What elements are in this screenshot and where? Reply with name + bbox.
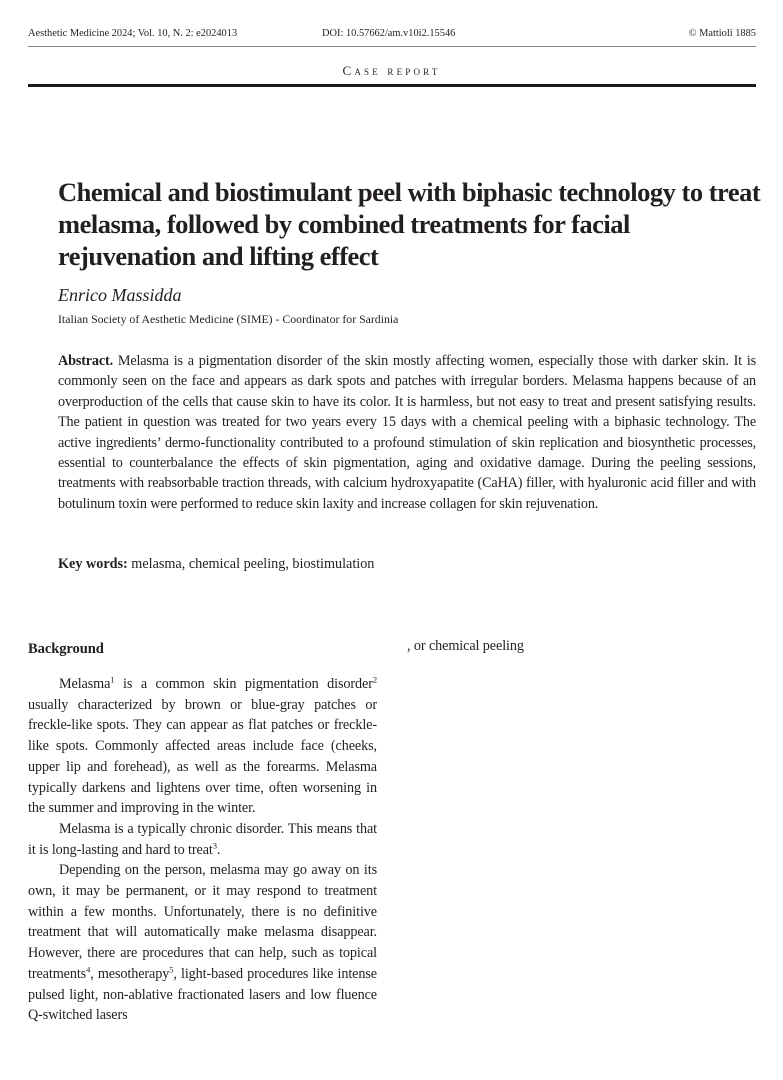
background-paragraph-3-continued: , or chemical peeling xyxy=(407,638,524,654)
author-name: Enrico Massidda xyxy=(58,285,182,305)
section-label: Case report xyxy=(342,63,441,78)
journal-citation: Aesthetic Medicine 2024; Vol. 10, N. 2: e2024013 xyxy=(28,28,238,39)
running-head xyxy=(28,28,756,42)
citation-ref[interactable]: 3 xyxy=(212,839,217,850)
citation-ref[interactable]: 1 xyxy=(110,674,115,685)
abstract xyxy=(58,351,756,514)
citation-ref[interactable]: 5 xyxy=(169,964,174,975)
abstract-text: Melasma is a pigmentation disorder of the skin mostly affecting women, especially those with darker skin. It is commonly seen on the face and appears as dark spots and patches with irregular borders. Melasma happens because of an overproduction of the cells that cause skin to have its color. It is harmless, but not easy to treat and present satisfying results. The patient in question was treated for two years every 15 days with a chemical peeling with a biphasic technology. The active ingredients’ dermo-functionality contributed to a profound stimulation of skin replication and biosynthetic processes, essential to counterbalance the effects of skin pigmentation, aging and oxidative damage. During the peeling sessions, treatments with reabsorbable traction threads, with calcium hydroxyapatite (CaHA) filler, with hyaluronic acid filler and with botulinum toxin were performed to reduce skin laxity and increase collagen for skin rejuvenation. xyxy=(58,353,756,512)
section-rule xyxy=(28,84,756,87)
citation-ref[interactable]: 2 xyxy=(372,674,377,685)
header-rule xyxy=(28,46,756,47)
abstract-label: Abstract. xyxy=(58,353,113,369)
body-column-right xyxy=(407,636,756,657)
citation-ref[interactable]: 4 xyxy=(86,964,91,975)
article-title: Chemical and biostimulant peel with biphasic technology to treat melasma, followed by combined treatments for facial rejuvenation and lifting effect xyxy=(58,177,761,271)
doi[interactable]: DOI: 10.57662/am.v10i2.15546 xyxy=(322,28,456,39)
heading-background: Background xyxy=(28,641,104,657)
background-paragraph-3: Depending on the person, melasma may go away on its own, it may be permanent, or it may respond to treatment within a few months. Unfortunately, there is no definitive treatment that will automatically make melasma disappear. However, there are procedures that can help, such as topical treatments$^4$, mesotherapy$^5$, light-based procedures like intense pulsed light, non-ablative fractionated lasers and low fluence Q-switched lasers xyxy=(28,862,377,1024)
body-column-left xyxy=(28,639,377,1026)
background-paragraph-1: Melasma$^1$ is a common skin pigmentation disorder$^2$ usually characterized by brown or blue-gray patches or freckle-like spots. They can appear as flat patches or freckle-like spots. Commonly affected areas include face (cheeks, upper lip and forehead), as well as the forearms. Melasma typically darkens and lightens over time, often worsening in the summer and improving in the winter. xyxy=(28,674,377,817)
background-paragraph-2: Melasma is a typically chronic disorder. This means that it is long-lasting and hard to treat$^3$. xyxy=(28,820,377,858)
keywords xyxy=(58,556,374,573)
publisher: © Mattioli 1885 xyxy=(688,28,756,39)
author-affiliation: Italian Society of Aesthetic Medicine (SIME) - Coordinator for Sardinia xyxy=(58,312,399,326)
keywords-label: Key words: xyxy=(58,556,128,572)
keywords-text: melasma, chemical peeling, biostimulation xyxy=(127,556,375,572)
background-paragraph-3-cont: , light-based procedures like intense pulsed light, non-ablative fractionated lasers and low fluence Q-switched lasers xyxy=(28,965,377,1024)
